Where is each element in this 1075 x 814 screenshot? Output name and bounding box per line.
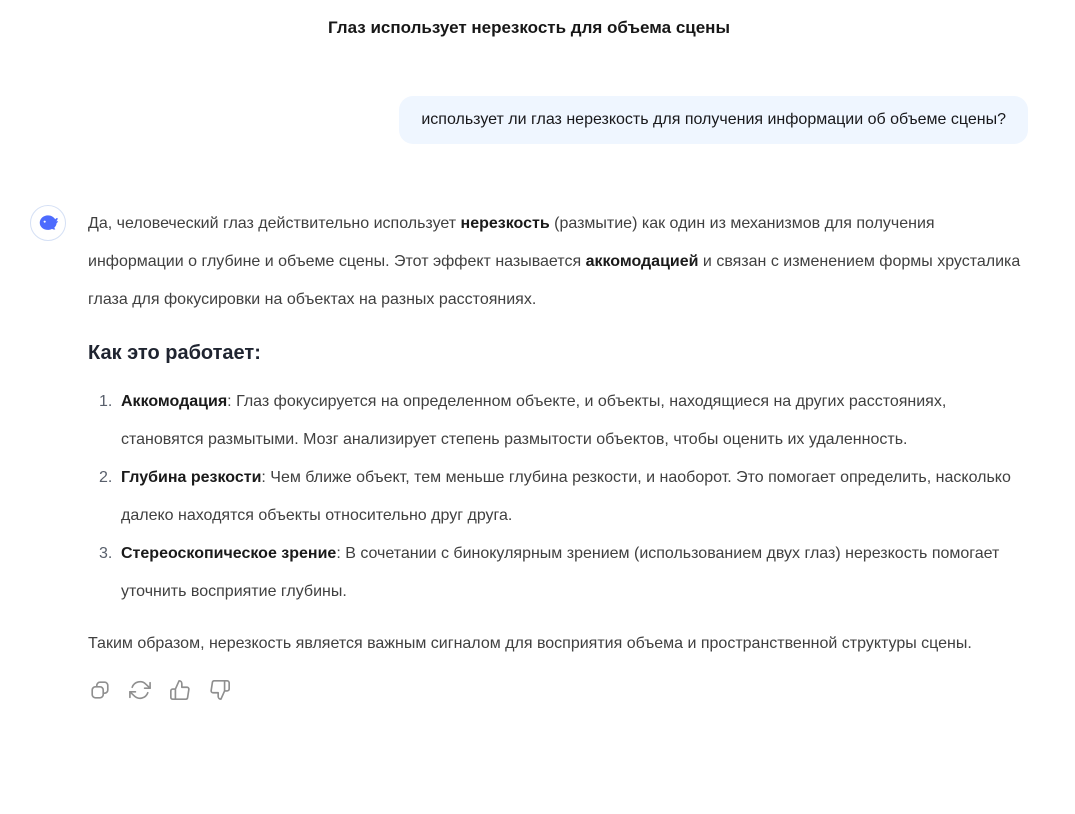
list-number: 3. <box>99 545 113 562</box>
list-term: Аккомодация <box>121 393 228 410</box>
intro-paragraph: Да, человеческий глаз действительно использует нерезкость (размытие) как один из механизмов для получения информации о глубине и объеме сцены. Этот эффект называется аккомодацией и связан с изменением формы хрусталика глаза для фокусировки на объектах на разных расстояниях. <box>88 215 1021 308</box>
copy-button[interactable] <box>88 679 112 703</box>
thumbs-down-button[interactable] <box>208 679 232 703</box>
section-heading: Как это работает: <box>88 342 261 364</box>
outro-paragraph: Таким образом, нерезкость является важным сигналом для восприятия объема и пространственной структуры сцены. <box>88 635 972 652</box>
bold-term: аккомодацией <box>585 253 699 270</box>
copy-icon <box>89 679 111 704</box>
thumbs-up-icon <box>169 679 191 704</box>
list-term: Глубина резкости <box>121 469 262 486</box>
thumbs-down-icon <box>209 679 231 704</box>
conversation-title: Глаз использует нерезкость для объема сцены <box>328 18 730 37</box>
assistant-avatar <box>30 205 66 241</box>
deepseek-whale-icon <box>36 211 60 235</box>
list-item: 1. Аккомодация: Глаз фокусируется на определенном объекте, и объекты, находящиеся на других расстояниях, становятся размытыми. Мозг анализирует степень размытости объектов, чтобы оценить их удаленность. <box>88 383 1028 459</box>
list-item: 3. Стереоскопическое зрение: В сочетании с бинокулярным зрением (использованием двух глаз) нерезкость помогает уточнить восприятие глубины. <box>88 535 1028 611</box>
regenerate-button[interactable] <box>128 679 152 703</box>
user-message-row <box>30 96 1028 144</box>
assistant-message-body <box>88 205 1028 703</box>
user-message-bubble: использует ли глаз нерезкость для получения информации об объеме сцены? <box>399 96 1028 144</box>
list-number: 2. <box>99 469 113 486</box>
list-number: 1. <box>99 393 113 410</box>
regenerate-icon <box>129 679 151 704</box>
numbered-list <box>88 383 1028 611</box>
thumbs-up-button[interactable] <box>168 679 192 703</box>
assistant-message-row <box>30 205 1028 703</box>
message-actions-toolbar <box>88 679 1028 703</box>
list-term: Стереоскопическое зрение <box>121 545 337 562</box>
list-item: 2. Глубина резкости: Чем ближе объект, тем меньше глубина резкости, и наоборот. Это помогает определить, насколько далеко находятся объекты относительно друг друга. <box>88 459 1028 535</box>
bold-term: нерезкость <box>460 215 550 232</box>
